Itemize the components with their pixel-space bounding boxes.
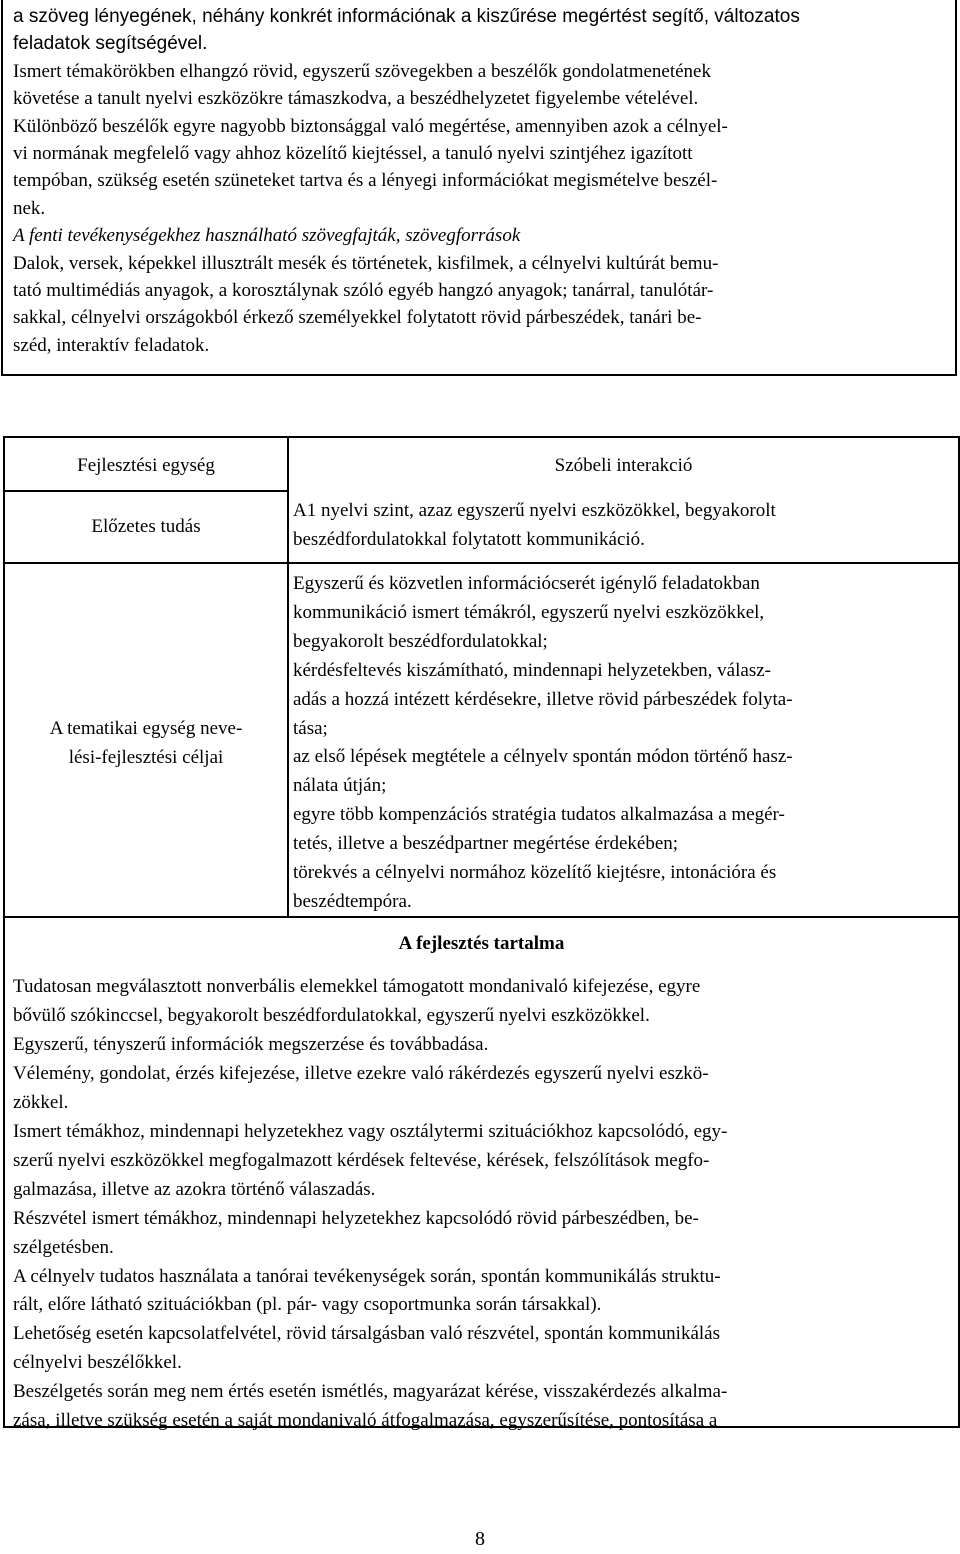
content-text [13, 973, 953, 1436]
content-line: rált, előre látható szituációkban (pl. pár- vagy csoportmunka során társakkal). [13, 1294, 602, 1316]
label-prior-knowledge [5, 513, 287, 542]
content-line: zása, illetve szükség esetén a saját mondanivaló átfogalmazása, egyszerűsítése, pontosítása a [13, 1410, 718, 1432]
goals-text [293, 570, 955, 917]
sources-heading: A fenti tevékenységekhez használható szövegfajták, szövegforrások [13, 225, 521, 247]
goals-line: törekvés a célnyelvi normához közelítő kiejtésre, intonációra és [293, 862, 777, 884]
goals-line: az első lépések megtétele a célnyelv spontán módon történő hasz- [293, 746, 793, 768]
curriculum-table [3, 436, 960, 1432]
goals-line: nálata útján; [293, 775, 387, 797]
goals-line: adás a hozzá intézett kérdésekre, illetve rövid párbeszédek folyta- [293, 688, 793, 710]
label-goals-line: A tematikai egység neve- [49, 718, 243, 739]
intro-line: vi normának megfelelő vagy ahhoz közelítő kiejtéssel, a tanuló nyelvi szintjéhez igazított [13, 143, 693, 165]
intro-text-box [1, 0, 957, 376]
prior-knowledge-line: A1 nyelvi szint, azaz egyszerű nyelvi eszközökkel, begyakorolt [293, 500, 776, 521]
goals-line: tetés, illetve a beszédpartner megértése érdekében; [293, 833, 679, 855]
content-heading [5, 930, 958, 959]
intro-line: nek. [13, 197, 46, 219]
row-divider [5, 490, 287, 492]
content-line: szerű nyelvi eszközökkel megfogalmazott kérdések feltevése, kérések, felszólítások megfo- [13, 1149, 710, 1171]
prior-knowledge-line: beszédfordulatokkal folytatott kommunikáció. [293, 528, 645, 550]
content-line: Részvétel ismert témákhoz, mindennapi helyzetekhez kapcsolódó rövid párbeszédben, be- [13, 1207, 699, 1229]
content-line: Vélemény, gondolat, érzés kifejezése, illetve ezekre való rákérdezés egyszerű nyelvi eszkö- [13, 1062, 709, 1084]
label-development-unit [5, 452, 287, 481]
page-number: 8 [475, 1528, 485, 1550]
goals-line: tása; [293, 717, 328, 739]
content-line: bővülő szókinccsel, begyakorolt beszédfordulatokkal, egyszerű nyelvi eszközökkel. [13, 1004, 650, 1026]
unit-title [289, 452, 958, 481]
content-line: célnyelvi beszélőkkel. [13, 1352, 182, 1374]
unit-title-text: Szóbeli interakció [554, 455, 693, 476]
content-heading-text: A fejlesztés tartalma [398, 933, 565, 954]
content-line: Tudatosan megválasztott nonverbális elemekkel támogatott mondanivaló kifejezése, egyre [13, 976, 701, 997]
content-line: Ismert témákhoz, mindennapi helyzetekhez vagy osztálytermi szituációkhoz kapcsolódó, egy- [13, 1120, 728, 1142]
goals-line: begyakorolt beszédfordulatokkal; [293, 630, 548, 652]
column-divider [287, 438, 289, 918]
label-development-unit-text: Fejlesztési egység [77, 455, 215, 476]
intro-line: követése a tanult nyelvi eszközökre támaszkodva, a beszédhelyzetet figyelembe vételével. [13, 88, 699, 110]
label-prior-knowledge-text: Előzetes tudás [91, 516, 201, 537]
prior-knowledge-text [293, 497, 953, 555]
content-line: Beszélgetés során meg nem értés esetén ismétlés, magyarázat kérése, visszakérdezés alkalma- [13, 1381, 728, 1403]
goals-line: egyre több kompenzációs stratégia tudatos alkalmazása a megér- [293, 804, 785, 826]
sources-line: tató multimédiás anyagok, a korosztálynak szóló egyéb hangzó anyagok; tanárral, tanulótár- [13, 280, 714, 302]
sources-line: sakkal, célnyelvi országokból érkező személyekkel folytatott rövid párbeszédek, tanári be- [13, 307, 702, 329]
content-line: zökkel. [13, 1091, 69, 1113]
goals-line: kommunikáció ismert témákról, egyszerű nyelvi eszközökkel, [293, 601, 765, 623]
sources-line: Dalok, versek, képekkel illusztrált mesék és történetek, kisfilmek, a célnyelvi kultúrát bemu- [13, 252, 719, 274]
content-line: galmazása, illetve az azokra történő válaszadás. [13, 1178, 376, 1200]
intro-line: a szöveg lényegének, néhány konkrét információnak a kiszűrése megértést segítő, változatos [13, 6, 800, 27]
label-goals-line: lési-fejlesztési céljai [68, 746, 224, 768]
content-line: A célnyelv tudatos használata a tanórai tevékenységek során, spontán kommunikálás struktu- [13, 1265, 721, 1287]
intro-line: feladatok segítségével. [13, 33, 208, 55]
goals-line: beszédtempóra. [293, 890, 412, 912]
intro-line: Ismert témakörökben elhangzó rövid, egyszerű szövegekben a beszélők gondolatmenetének [13, 60, 711, 82]
content-line: Egyszerű, tényszerű információk megszerzése és továbbadása. [13, 1033, 489, 1055]
row-divider [5, 562, 958, 564]
label-goals [5, 715, 287, 773]
content-line: Lehetőség esetén kapcsolatfelvétel, rövid társalgásban való részvétel, spontán kommunikálás [13, 1323, 720, 1345]
sources-line: széd, interaktív feladatok. [13, 334, 210, 356]
intro-line: tempóban, szükség esetén szüneteket tartva és a lényegi információkat megismételve beszél- [13, 170, 718, 192]
intro-line: Különböző beszélők egyre nagyobb biztonsággal való megértése, amennyiben azok a célnyel- [13, 115, 728, 137]
content-line: szélgetésben. [13, 1236, 114, 1258]
goals-line: kérdésfeltevés kiszámítható, mindennapi helyzetekben, válasz- [293, 659, 771, 681]
goals-line: Egyszerű és közvetlen információcserét igénylő feladatokban [293, 573, 760, 594]
